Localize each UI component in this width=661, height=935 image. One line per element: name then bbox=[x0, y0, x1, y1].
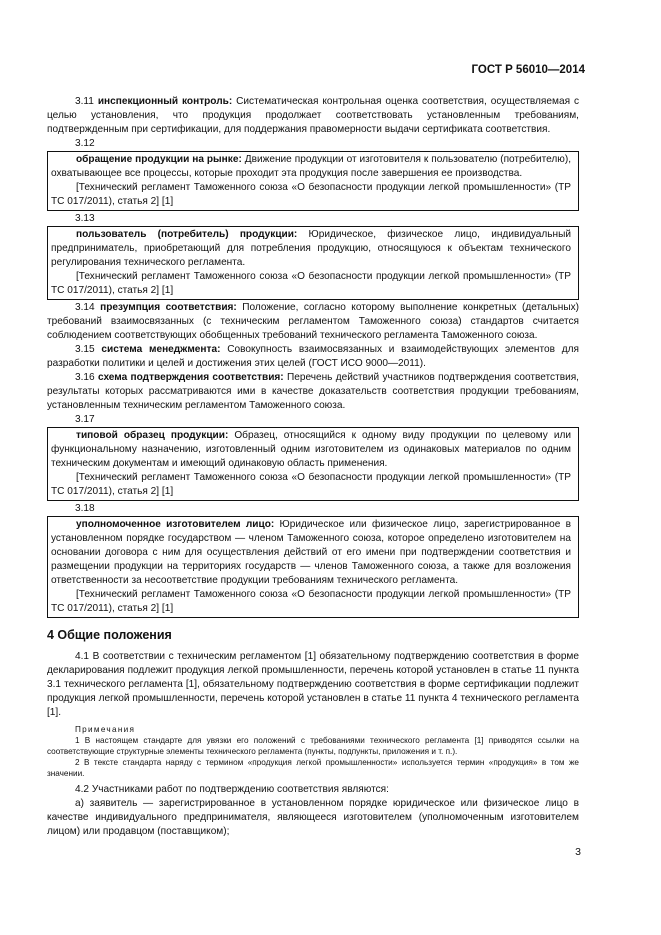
term-name: инспекционный контроль: bbox=[97, 96, 233, 107]
clause-number: 3.15 bbox=[75, 344, 95, 355]
clause-number: 3.14 bbox=[75, 302, 95, 313]
note-2: 2 В тексте стандарта наряду с термином «продукция легкой промышленности» используется термин «продукция» в том же значении. bbox=[47, 758, 579, 778]
term-name: пользователь (потребитель) продукции: bbox=[76, 229, 298, 240]
clause-number-3-18: 3.18 bbox=[75, 503, 95, 514]
page-number: 3 bbox=[575, 846, 581, 858]
term-box-3-17 bbox=[47, 427, 579, 501]
term-definition: Образец, относящийся к одному виду продукции по целевому или функциональному назначению, изготовленный одним изготовителем из одинаковых материалов по одним техническим документам и имеющий одинаковую область применения. bbox=[51, 430, 571, 469]
term-name: схема подтверждения соответствия: bbox=[97, 372, 284, 383]
document-body bbox=[47, 95, 579, 839]
document-header: ГОСТ Р 56010—2014 bbox=[471, 64, 585, 76]
clause-number-3-17: 3.17 bbox=[75, 414, 95, 425]
term-definition: Движение продукции от изготовителя к пользователю (потребителю), охватывающее все процессы, которые проходит эта продукция после завершения ее производства. bbox=[51, 154, 571, 179]
clause-number-3-12: 3.12 bbox=[75, 138, 95, 149]
clause-number: 3.11 bbox=[75, 96, 94, 107]
term-box-3-13 bbox=[47, 226, 579, 300]
paragraph-4-2: 4.2 Участниками работ по подтверждению соответствия являются: bbox=[75, 784, 389, 795]
term-definition: Положение, согласно которому выполнение конкретных (детальных) требований взаимосвязанных (с техническим регламентом Таможенного союза) стандартов считается соблюдением соответствующих обобщенных требований технического регламента Таможенного союза. bbox=[47, 302, 579, 341]
term-name: система менеджмента: bbox=[101, 344, 221, 355]
term-source-reference: [Технический регламент Таможенного союза «О безопасности продукции легкой промышленности» (ТР ТС 017/2011), статья 2] [1] bbox=[51, 472, 571, 497]
paragraph-4-2-a: а) заявитель — зарегистрированное в установленном порядке юридическое или физическое лицо в качестве индивидуального предпринимателя, являющееся изготовителем (уполномоченным изготовителем лицом) или продавцом (поставщиком); bbox=[47, 798, 579, 837]
term-definition: Юридическое или физическое лицо, зарегистрированное в установленном порядке государством — членом Таможенного союза, которое определено изготовителем на основании договора с ним для осуществления действий от его имени при подтверждении соответствия и размещении продукции на территориях государств — членов Таможенного союза, а также для возложения ответственности за несоответствие продукции требованиям технического регламента. bbox=[51, 519, 572, 586]
term-definition: Юридическое, физическое лицо, индивидуальный предприниматель, приобретающий для потребления продукцию, относящуюся к объектам технического регулирования технического регламента. bbox=[51, 229, 572, 268]
term-definition: Перечень действий участников подтверждения соответствия, результаты которых рассматриваются ими в качестве доказательств соответствия продукции требованиям, установленным техническим регламентом Таможенного союза. bbox=[47, 372, 579, 411]
section-heading: 4 Общие положения bbox=[47, 628, 172, 642]
notes-block bbox=[47, 724, 579, 779]
clause-number-3-13: 3.13 bbox=[75, 213, 95, 224]
term-3-14 bbox=[47, 301, 579, 343]
term-name: презумпция соответствия: bbox=[100, 302, 237, 313]
clause-number: 3.16 bbox=[75, 372, 95, 383]
term-3-15 bbox=[47, 343, 579, 371]
term-3-11 bbox=[47, 95, 579, 137]
term-definition: Систематическая контрольная оценка соответствия, осуществляемая с целью установления, что продукция продолжает соответствовать установленным требованиям, подтвержденным при сертификации, для поддержания правомерности выдачи сертификата соответствия. bbox=[47, 96, 579, 135]
note-1: 1 В настоящем стандарте для увязки его положений с требованиями технического регламента [1] приводятся ссылки на соответствующие структурные элементы технического регламента (пункты, подпункты, приложения и т. п.). bbox=[47, 736, 579, 756]
term-box-3-12 bbox=[47, 151, 579, 211]
term-source-reference: [Технический регламент Таможенного союза «О безопасности продукции легкой промышленности» (ТР ТС 017/2011), статья 2] [1] bbox=[51, 182, 571, 207]
term-name: уполномоченное изготовителем лицо: bbox=[76, 519, 275, 530]
term-name: типовой образец продукции: bbox=[76, 430, 229, 441]
term-box-3-18 bbox=[47, 516, 579, 618]
notes-title: Примечания bbox=[75, 725, 136, 734]
term-source-reference: [Технический регламент Таможенного союза «О безопасности продукции легкой промышленности» (ТР ТС 017/2011), статья 2] [1] bbox=[51, 271, 571, 296]
term-definition: Совокупность взаимосвязанных и взаимодействующих элементов для разработки политики и целей и достижения этих целей (ГОСТ ИСО 9000—2011). bbox=[47, 344, 579, 369]
term-name: обращение продукции на рынке: bbox=[76, 154, 242, 165]
term-3-16 bbox=[47, 371, 579, 413]
term-source-reference: [Технический регламент Таможенного союза «О безопасности продукции легкой промышленности» (ТР ТС 017/2011), статья 2] [1] bbox=[51, 589, 571, 614]
paragraph-4-1: 4.1 В соответствии с техническим регламентом [1] обязательному подтверждению соответствия в форме декларирования подлежит продукция легкой промышленности, перечень которой установлен в статье 11 пункта 3.1 технического регламента [1], обязательному подтверждению соответствия в форме сертификации подлежит продукция легкой промышленности, перечень которой установлен в статье 11 пункта 4 технического регламента [1]. bbox=[47, 651, 579, 718]
